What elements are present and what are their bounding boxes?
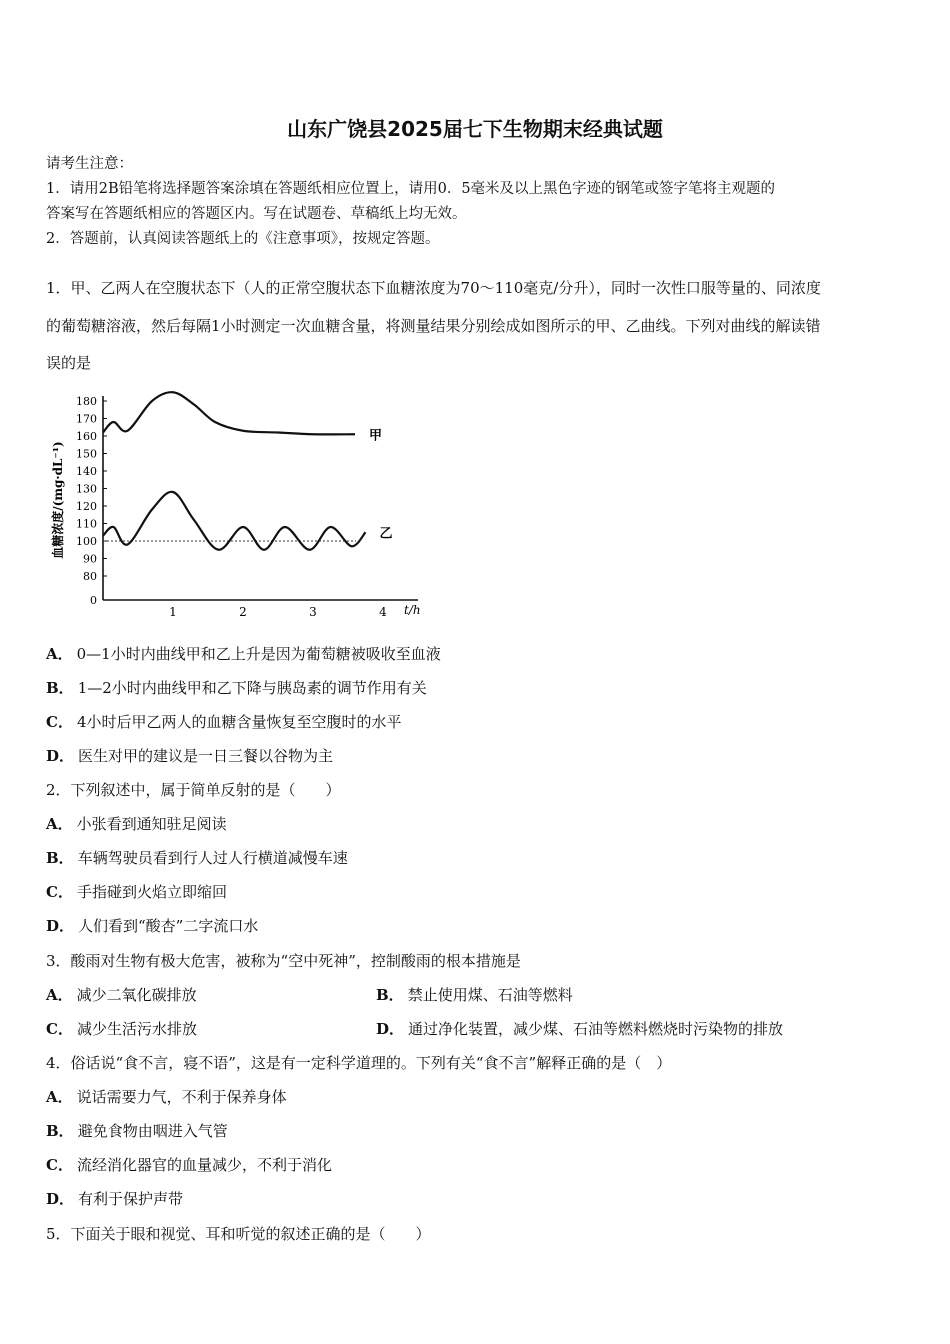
x-tick-label: 1 — [169, 605, 177, 619]
y-tick-label: 100 — [76, 535, 97, 548]
x-tick-label: 4 — [379, 605, 387, 619]
q1-option-b[interactable]: B． 1—2小时内曲线甲和乙下降与胰岛素的调节作用有关 — [46, 679, 427, 697]
series-yi-curve — [103, 492, 366, 550]
q3-option-c[interactable]: C． 减少生活污水排放 — [46, 1020, 197, 1038]
question-1-stem: 误的是 — [46, 354, 92, 372]
y-tick-label: 160 — [76, 430, 97, 443]
q2-option-d[interactable]: D． 人们看到“酸杏”二字流口水 — [46, 917, 259, 935]
y-tick-label: 90 — [83, 552, 97, 566]
notice-line: 答案写在答题纸相应的答题区内。写在试题卷、草稿纸上均无效。 — [46, 206, 467, 222]
y-tick-label: 120 — [76, 500, 97, 513]
notice-heading: 请考生注意： — [46, 156, 133, 172]
y-tick-label: 0 — [90, 594, 97, 607]
y-tick-label: 110 — [76, 517, 97, 531]
question-1-stem: 的葡萄糖溶液，然后每隔1小时测定一次血糖含量，将测量结果分别绘成如图所示的甲、乙曲线。下列对曲线的解读错 — [46, 317, 821, 335]
question-4-stem: 4．俗话说“食不言，寝不语”，这是有一定科学道理的。下列有关“食不言”解释正确的是（ ） — [46, 1054, 672, 1072]
q3-option-a[interactable]: A． 减少二氧化碳排放 — [46, 986, 197, 1004]
series-yi-label: 乙 — [379, 526, 393, 542]
question-5-stem: 5．下面关于眼和视觉、耳和听觉的叙述正确的是（ ） — [46, 1225, 431, 1243]
question-3-stem: 3．酸雨对生物有极大危害，被称为“空中死神”，控制酸雨的根本措施是 — [46, 952, 521, 970]
series-jia-curve — [103, 392, 355, 434]
q1-option-c[interactable]: C． 4小时后甲乙两人的血糖含量恢复至空腹时的水平 — [46, 713, 402, 731]
series-jia-label: 甲 — [369, 428, 383, 444]
x-tick-label: 2 — [239, 605, 247, 619]
q4-option-c[interactable]: C． 流经消化器官的血量减少，不利于消化 — [46, 1156, 332, 1174]
q2-option-c[interactable]: C． 手指碰到火焰立即缩回 — [46, 883, 227, 901]
q1-option-a[interactable]: A． 0—1小时内曲线甲和乙上升是因为葡萄糖被吸收至血液 — [46, 645, 441, 663]
q4-option-d[interactable]: D． 有利于保护声带 — [46, 1190, 184, 1208]
q2-option-b[interactable]: B． 车辆驾驶员看到行人过人行横道减慢车速 — [46, 849, 348, 867]
page-title: 山东广饶县2025届七下生物期末经典试题 — [287, 117, 663, 141]
question-2-stem: 2．下列叙述中，属于简单反射的是（ ） — [46, 781, 341, 799]
q1-option-d[interactable]: D． 医生对甲的建议是一日三餐以谷物为主 — [46, 747, 334, 765]
y-axis-label: 血糖浓度/(mg·dL⁻¹) — [51, 441, 65, 559]
notice-line: 1．请用2B铅笔将选择题答案涂填在答题纸相应位置上，请用0．5毫米及以上黑色字迹的钢笔或签字笔将主观题的 — [46, 181, 776, 197]
y-tick-label: 150 — [76, 447, 97, 461]
q4-option-b[interactable]: B． 避免食物由咽进入气管 — [46, 1122, 228, 1140]
y-tick-label: 140 — [76, 465, 97, 478]
q3-option-d[interactable]: D． 通过净化装置，减少煤、石油等燃料燃烧时污染物的排放 — [376, 1020, 784, 1038]
y-tick-label: 80 — [83, 570, 97, 583]
y-tick-label: 170 — [76, 412, 97, 426]
notice-line: 2．答题前，认真阅读答题纸上的《注意事项》，按规定答题。 — [46, 231, 440, 247]
q3-option-b[interactable]: B． 禁止使用煤、石油等燃料 — [376, 986, 573, 1004]
y-tick-label: 130 — [76, 482, 97, 496]
x-axis-label: t/h — [404, 603, 421, 617]
x-tick-label: 3 — [309, 605, 317, 619]
question-1-stem: 1．甲、乙两人在空腹状态下（人的正常空腹状态下血糖浓度为70～110毫克/分升），同时一次性口服等量的、同浓度 — [46, 279, 821, 297]
blood-glucose-chart — [46, 390, 426, 620]
q4-option-a[interactable]: A． 说话需要力气，不利于保养身体 — [46, 1088, 287, 1106]
y-tick-label: 180 — [76, 395, 97, 408]
q2-option-a[interactable]: A． 小张看到通知驻足阅读 — [46, 815, 227, 833]
